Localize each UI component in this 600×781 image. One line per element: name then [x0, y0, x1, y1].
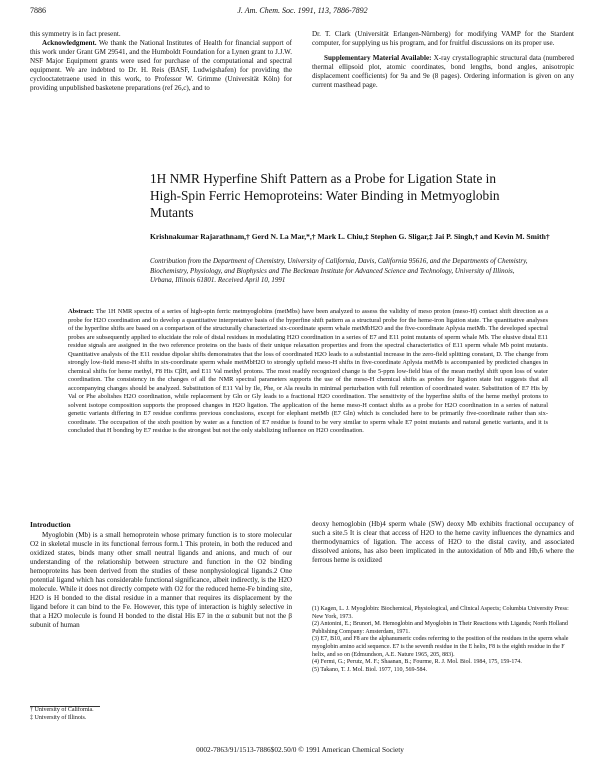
abstract: [68, 308, 548, 436]
left-top-column: [30, 30, 292, 93]
footnote-1: (1) Kagen, L. J. Myoglobin: Biochemical, Physiological, and Clinical Aspects; Columbia University Press: New York, 1973.: [312, 606, 569, 620]
right-top-paragraph: Dr. T. Clark (Universität Erlangen-Nürnberg) for modifying VAMP for the Stardent computer, for supplying us his program, and for fruitful discussions on its proper use.: [312, 30, 574, 47]
intro-left-column: [30, 520, 292, 630]
footnote-4: (4) Fermi, G.; Perutz, M. F.; Shaanan, B.; Fourme, R. J. Mol. Biol. 1984, 175, 159-174.: [312, 659, 522, 666]
acknowledgment-paragraph: [30, 39, 292, 93]
acknowledgment-label: Acknowledgment.: [42, 39, 97, 47]
right-top-column: [312, 30, 574, 90]
supplementary-text: X-ray crystallographic structural data (numbered thermal ellipsoid plot, atomic coordinates, bond lengths, bond angles, anisotropic displacement coefficients) for 9a and 9e (8 pages). Ordering information is given on any current masthead page.: [312, 54, 574, 89]
left-top-paragraph: this symmetry is in fact present.: [30, 30, 121, 38]
footnote-2: (2) Antonini, E.; Brunori, M. Hemoglobin and Myoglobin in Their Reactions with Ligands; North Holland Publishing Company: Amsterdam, 1971.: [312, 621, 568, 635]
intro-right-text: deoxy hemoglobin (Hb)4 sperm whale (SW) deoxy Mb exhibits fractional occupancy of such a site.5 It is clear that access of H2O to the heme cavity influences the dynamics and thermodynamics of ligation. The access of H2O to the distal cavity, and associated dissolved anions, has also been implicated in the autoxidation of Mb and Hb,6 where the ferrous heme is oxidized: [312, 520, 574, 564]
supplementary-label: Supplementary Material Available:: [324, 54, 432, 62]
footnote-5: (5) Takano, T. J. Mol. Biol. 1977, 110, 569-584.: [312, 666, 428, 673]
section-heading-introduction: Introduction: [30, 520, 71, 529]
supplementary-paragraph: [312, 54, 574, 90]
intro-right-column: [312, 520, 574, 565]
copyright-line: 0002-7863/91/1513-7886$02.50/0 © 1991 American Chemical Society: [196, 745, 404, 754]
journal-citation: J. Am. Chem. Soc. 1991, 113, 7886-7892: [237, 6, 368, 15]
author-list: Krishnakumar Rajarathnam,† Gerd N. La Mar,*,† Mark L. Chiu,‡ Stephen G. Sligar,‡ Jai P. Singh,† and Kevin M. Smith†: [150, 232, 550, 241]
left-footnotes: [30, 706, 292, 722]
page-number: 7886: [30, 6, 46, 15]
abstract-label: Abstract:: [68, 308, 94, 315]
abstract-text: The 1H NMR spectra of a series of high-spin ferric metmyoglobins (metMbs) have been analyzed to assess the validity of meso proton (meso-H) contact shift direction as a probe for H2O coordination and to develop a quantitative interpretative basis of the hyperfine shift pattern as a structural probe for the heme-iron ligation state. The quantitative analyses of the hyperfine shifts are based on a comparison of the structurally characterized six-coordinate sperm whale metMbH2O and the five-coordinate Aplysia metMb. The developed spectral probes are subsequently applied to elucidate the role of distal residues in modulating H2O coordination in a series of E7 and E11 point mutants of sperm whale Mb. The elusive distal E11 residue signals are assigned in the two reference proteins on the basis of their unique relaxation properties and from the spectral characteristics of E11 sperm whale Mb point mutants. Quantitative analysis of the E11 residue dipolar shifts demonstrates that the loss of coordinated H2O leads to a substantial increase in the zero-field splitting constant, D. The change from strongly low-field meso-H shifts in six-coordinate sperm whale metMbH2O to strongly upfield meso-H shifts in five-coordinate Aplysia metMb is accompanied by predicted changes in chemical shifts for heme methyl, F8 His CβH, and E11 Val methyl protons. The most readily recognized change is the 5-ppm low-field bias of the mean methyl shift upon loss of water coordination. The consistency in the changes of all the NMR spectral parameters supports the use of the meso-H chemical shifts as probes for ligation state but suggests that all accompanying changes should be analyzed. Substitution of E11 Val by Ile, Phe, or Ala results in minimal perturbation with full retention of coordinated water. Substitution of E7 His by Val or Phe abolishes H2O coordination, while replacement by Gln or Gly leads to a fractional H2O coordination. The sensitivity of the hyperfine shifts of the heme methyl protons to solvent isotope composition supports the proposed changes in H2O ligation. The application of the heme meso-H contact shifts as a probe for H2O coordination in a series of natural genetic variants differing in E7 residue confirms previous conclusions, except for elephant metMb (E7 Gln) which is concluded here to be primarily five-coordinate rather than six-coordinate. The occupation of the sixth position by water as a function of E7 residue is found to be very similar to sperm whale E7 point mutants and natural genetic variants, and it is concluded that H bonding by E7 residue is the strongest but not the only stabilizing influence on H2O coordination.: [68, 308, 548, 434]
footnote-affiliation-2: ‡ University of Illinois.: [30, 714, 87, 721]
intro-left-text: Myoglobin (Mb) is a small hemoprotein whose primary function is to store molecular O2 in skeletal muscle in its functional ferrous form.1 This protein, in both the reduced and oxidized states, binds many other small neutral ligands and anions, and much of our understanding of the relationship between structure and function in the O2 binding hemoproteins has been derived from the studies of these nonphysiological ligands.2 One potential ligand which has considerable functional significance, albeit indirectly, is the H2O molecule. While it does not directly compete with O2 for the reduced heme-Fe binding site, H2O is H bonded to the distal residue in a manner that requires its displacement by the ligand before it can bind to the Fe. However, this type of interaction is highly selective in that a H2O molecule is found H bonded to the distal His E7 in the α subunit but not the β subunit of human: [30, 531, 292, 629]
right-footnotes: [312, 606, 574, 674]
running-header: [30, 6, 575, 20]
acknowledgment-text: We thank the National Institutes of Health for financial support of this work under Grant GM 29541, and the Humboldt Foundation for a Lynen grant to J.J.W. NSF Major Equipment grants were used for purchase of the computational and spectral equipment. We are indebted to Dr. H. Reis (BASF, Ludwigshafen) for providing the cyclooctatetraene used in this work, to Professor W. Grimme (Universität Köln) for providing unpublished basketene preparations (ref 26,c), and to: [30, 39, 292, 92]
footnote-3: (3) E7, B10, and F8 are the alphanumeric codes referring to the position of the residues in the sperm whale myoglobin amino acid sequence. E7 is the seventh residue in the E helix, F8 is the eighth residue in the F helix, and so on (Edmundson, A.E. Nature 1965, 205, 883).: [312, 636, 569, 658]
article-title: 1H NMR Hyperfine Shift Pattern as a Probe for Ligation State in High-Spin Ferric Hemoproteins: Water Binding in Metmyoglobin Mutants: [150, 171, 500, 220]
footnote-affiliation-1: † University of California.: [30, 707, 94, 713]
affiliation: Contribution from the Department of Chemistry, University of California, Davis, California 95616, and the Departments of Chemistry, Biochemistry, Physiology, and Biophysics and The Beckman Institute for Advanced Science and Technology, University of Illinois, Urbana, Illinois 61801. Received April 10, 1991: [150, 257, 528, 284]
